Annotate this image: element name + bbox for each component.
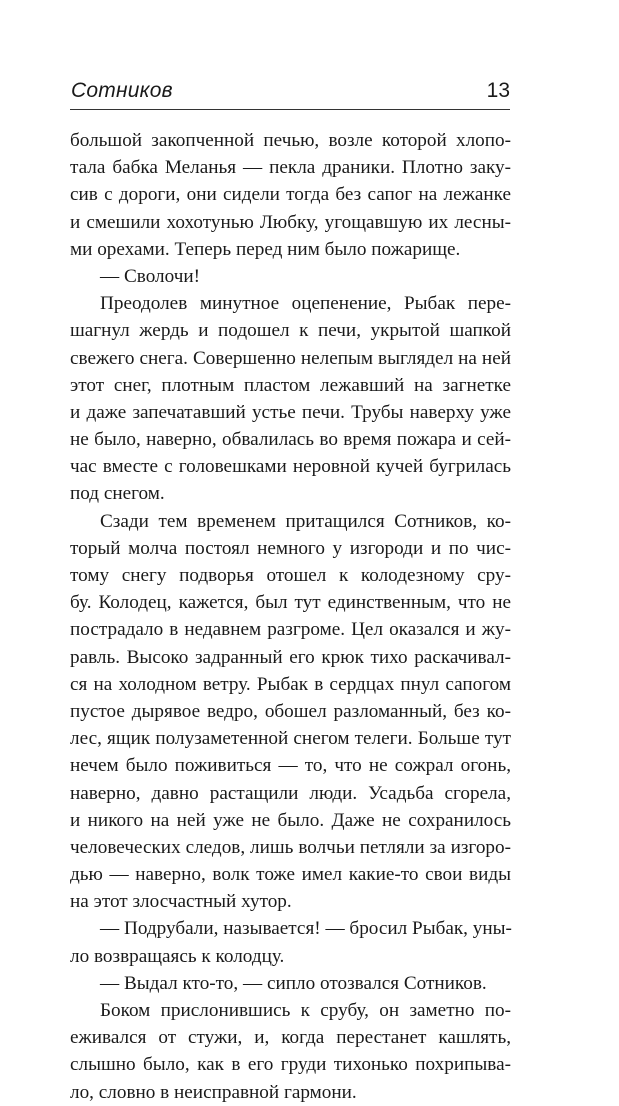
text-line: большой закопченной печью, возле которой хлопо- [70, 130, 511, 151]
text-line: Сзади тем временем притащился Сотников, ко- [100, 510, 511, 532]
text-line: еживался от стужи, и, когда перестанет кашлять, [70, 1027, 511, 1049]
text-line: под снегом. [70, 483, 165, 505]
text-line: и даже запечатавший устье печи. Трубы наверху уже [70, 401, 511, 423]
text-line: ло возвращаясь к колодцу. [70, 945, 285, 967]
text-line: бу. Колодец, кажется, был тут единственным, что не [70, 592, 511, 614]
text-line: — Подрубали, называется! — бросил Рыбак, уны- [100, 918, 512, 940]
text-line: слышно было, как в его груди тихонько похрипыва- [70, 1054, 511, 1076]
text-line: час вместе с головешками неровной кучей бугрилась [70, 456, 511, 478]
page-number: 13 [486, 79, 510, 102]
text-line: сив с дороги, они сидели тогда без сапог на лежанке [70, 184, 511, 206]
text-line: свежего снега. Совершенно нелепым выглядел на ней [70, 347, 511, 369]
text-line: не было, наверно, обвалилась во время пожара и сей- [70, 429, 511, 451]
text-line: тому снегу подворья отошел к колодезному сру- [70, 565, 511, 586]
text-line: Преодолев минутное оцепенение, Рыбак пере- [100, 293, 511, 315]
text-line: — Выдал кто-то, — сипло отозвался Сотников. [100, 972, 487, 994]
text-line: и никого на ней уже не было. Даже не сохранилось [70, 809, 511, 831]
text-line: тала бабка Меланья — пекла драники. Плотно заку- [70, 157, 511, 179]
text-line: на этот злосчастный хутор. [70, 891, 292, 913]
text-line: шагнул жердь и подошел к печи, укрытой шапкой [70, 320, 511, 342]
header-rule [70, 109, 510, 110]
text-line: человеческих следов, лишь волчьи петляли за изгоро- [70, 836, 511, 858]
text-line: торый молча постоял немного у изгороди и по чис- [70, 537, 511, 559]
text-line: нечем было поживиться — то, что не сожрал огонь, [70, 755, 511, 777]
text-line: пострадало в недавнем разгроме. Цел оказался и жу- [70, 619, 511, 641]
text-line: ми орехами. Теперь перед ним было пожарище. [70, 238, 461, 260]
text-line: пустое дырявое ведро, обошел разломанный, без ко- [70, 700, 511, 722]
text-line: ся на холодном ветру. Рыбак в сердцах пнул сапогом [70, 673, 511, 695]
text-line: равль. Высоко задранный его крюк тихо раскачивал- [70, 646, 511, 668]
text-line: ло, словно в неисправной гармони. [70, 1081, 357, 1103]
text-line: этот снег, плотным пластом лежавший на загнетке [70, 374, 511, 396]
text-line: и смешили хохотунью Любку, угощавшую их лесны- [70, 211, 511, 233]
body-text [70, 127, 511, 1106]
text-line: Боком прислонившись к срубу, он заметно по- [100, 1000, 511, 1021]
running-title: Сотников [71, 79, 173, 102]
page-header [70, 79, 510, 109]
text-line: лес, ящик полузаметенной снегом телеги. Больше тут [70, 728, 511, 750]
text-line: наверно, давно растащили люди. Усадьба сгорела, [70, 782, 511, 804]
text-line: — Сволочи! [100, 265, 201, 287]
text-line: дью — наверно, волк тоже имел какие-то свои виды [70, 864, 511, 886]
